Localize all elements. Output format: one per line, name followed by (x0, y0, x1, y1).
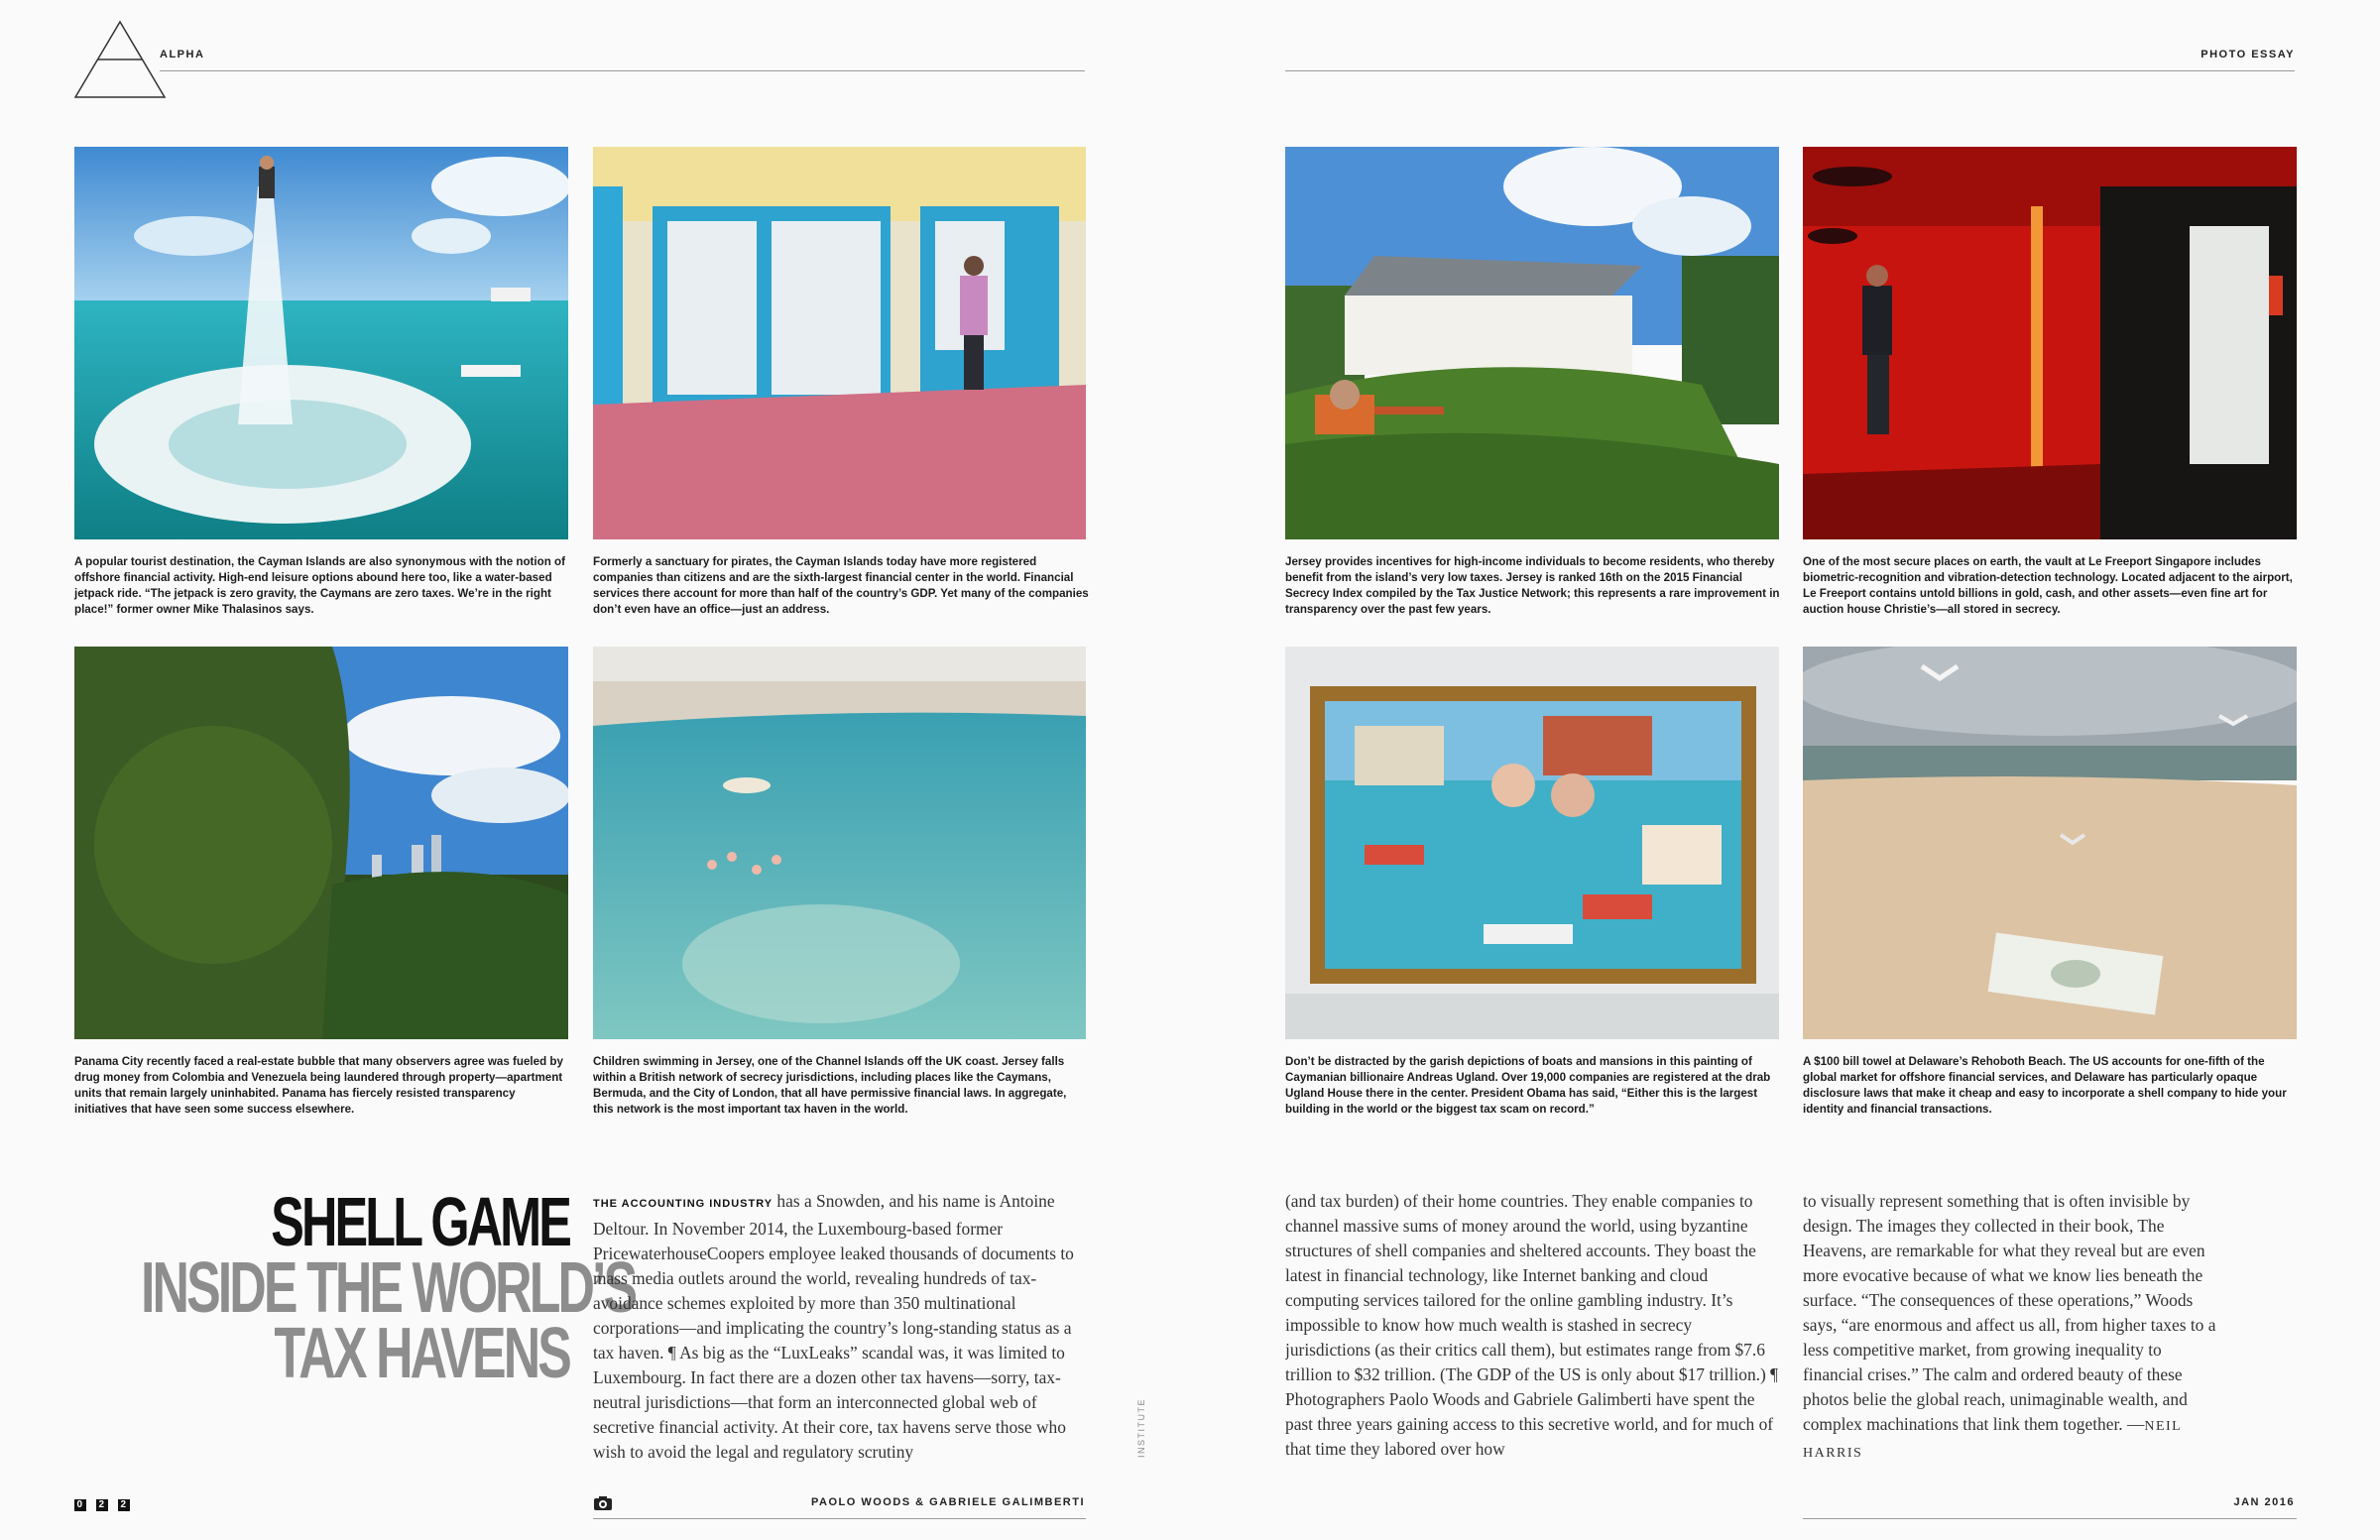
headline-line2: INSIDE THE WORLD’S (140, 1248, 636, 1328)
article-col2-text: (and tax burden) of their home countries. They enable companies to channel massive sums of money around the world, using byzantine structures of shell companies and sheltered accounts. They boast the latest in financial technology, like Internet banking and cloud computing services tailored for the online gambling industry. It’s impossible to know how much wealth is stashed in secrecy jurisdictions (as their critics call them), but estimates range from $7.6 trillion to $32 trillion. (The GDP of the US is only about $17 trillion.) ¶ Photographers Paolo Woods and Gabriele Galimberti have spent the past three years gaining access to this secretive world, and for much of that time they labored over how (1285, 1191, 1779, 1459)
caption-vault: One of the most secure places on earth, the vault at Le Freeport Singapore includes biometric-recognition and vibration-detection technology. Located adjacent to the airport, Le Freeport contains untold billions in gold, cash, and other assets—even fine art for auction house Christie’s—all stored in secrecy. (1803, 555, 2293, 616)
vertical-credit: INSTITUTE (1136, 1398, 1146, 1458)
photo-beach (1803, 647, 2297, 1039)
headline (0, 1183, 636, 1393)
photo-jersey-mansion (1285, 147, 1779, 539)
photo-vault (1803, 147, 2297, 539)
alpha-logo-icon (73, 20, 167, 99)
page-digit: 2 (96, 1499, 108, 1511)
article-column-2 (1285, 1189, 1779, 1462)
header-rule-left (160, 70, 1085, 71)
footer-rule-left (593, 1518, 1086, 1519)
caption-jersey-mansion: Jersey provides incentives for high-income individuals to become residents, who thereby benefit from the island’s very low taxes. Jersey is ranked 16th on the 2015 Financial Secrecy Index compiled by the Tax Justice Network; this represents a rare improvement in transparency over the past few years. (1285, 555, 1780, 616)
caption-beach: A $100 bill towel at Delaware’s Rehoboth Beach. The US accounts for one-fifth of the global market for offshore financial services, and Delaware has particularly opaque disclosure laws that make it cheap and easy to incorporate a shell company to hide your identity and financial transactions. (1803, 1055, 2287, 1116)
section-label-right: PHOTO ESSAY (2201, 49, 2295, 60)
photo-credit: PAOLO WOODS & GABRIELE GALIMBERTI (810, 1496, 1085, 1508)
caption-panama: Panama City recently faced a real-estate bubble that many observers agree was fueled by drug money from Colombia and Venezuela being laundered through property—apartment units that remain largely uninhabited. Panama has fiercely resisted transparency initiatives that have seen some success elsewhere. (74, 1055, 563, 1116)
section-label-left: ALPHA (160, 49, 205, 60)
photo-pirates-mailboxes (593, 147, 1086, 539)
article-col3-text: to visually represent something that is often invisible by design. The images they collected in their book, The Heavens, are remarkable for what they reveal but are even more evocative because of what we know lies beneath the surface. “The consequences of these operations,” Woods says, “are enormous and affect us all, from higher taxes to a less competitive market, from growing inequality to financial crises.” The calm and ordered beauty of these photos belie the global reach, unimaginable wealth, and complex machinations that link them together. — (1803, 1191, 2216, 1434)
page-digit: 0 (74, 1499, 86, 1511)
article-column-1 (593, 1189, 1086, 1462)
caption-painting: Don’t be distracted by the garish depictions of boats and mansions in this painting of Caymanian billionaire Andreas Ugland. Over 19,000 companies are registered at the drab Ugland House there in the center. President Obama has said, “Either this is the largest building in the world or the biggest tax scam on record.” (1285, 1055, 1771, 1116)
article-author: NEIL HARRIS (1803, 1419, 2182, 1461)
photo-panama (74, 647, 568, 1039)
page-digit: 2 (118, 1499, 130, 1511)
footer-rule-right (1803, 1518, 2297, 1519)
caption-pirates: Formerly a sanctuary for pirates, the Cayman Islands today have more registered companies than citizens and are the sixth-largest financial center in the world. Financial services there account for more than half of the country’s GDP. Yet many of the companies don’t even have an office—just an address. (593, 555, 1089, 616)
article-lede: THE ACCOUNTING INDUSTRY (593, 1198, 774, 1210)
header-rule-right (1285, 70, 2295, 71)
caption-jetpack: A popular tourist destination, the Cayman Islands are also synonymous with the notion of offshore financial activity. High-end leisure options abound here too, like a water-based jetpack ride. “The jetpack is zero gravity, the Caymans are zero taxes. We’re in the right place!” former owner Mike Thalasinos says. (74, 555, 565, 616)
article-column-3 (1803, 1189, 2223, 1462)
headline-line1: SHELL GAME (271, 1183, 569, 1260)
issue-date: JAN 2016 (2233, 1496, 2295, 1508)
caption-swimming: Children swimming in Jersey, one of the Channel Islands off the UK coast. Jersey falls within a British network of secrecy jurisdictions, including places like the Caymans, Bermuda, and the City of London, that all have permissive financial laws. In aggregate, this network is the most important tax haven in the world. (593, 1055, 1067, 1116)
page-number (74, 1498, 130, 1511)
photo-painting (1285, 647, 1779, 1039)
photo-jetpack (74, 147, 568, 539)
headline-line3: TAX HAVENS (274, 1314, 569, 1393)
photo-swimming (593, 647, 1086, 1039)
camera-icon (593, 1495, 613, 1511)
article-col1-text: has a Snowden, and his name is Antoine Deltour. In November 2014, the Luxembourg-based former PricewaterhouseCoopers employee leaked thousands of documents to mass media outlets around the world, revealing hundreds of tax-avoidance schemes exploited by more than 350 multinational corporations—and implicating the country’s long-standing status as a tax haven. ¶ As big as the “LuxLeaks” scandal was, it was limited to Luxembourg. In fact there are a dozen other tax havens—sorry, tax-neutral jurisdictions—that form an interconnected global web of secretive financial activity. At their core, tax havens serve those who wish to avoid the legal and regulatory scrutiny (593, 1191, 1074, 1462)
